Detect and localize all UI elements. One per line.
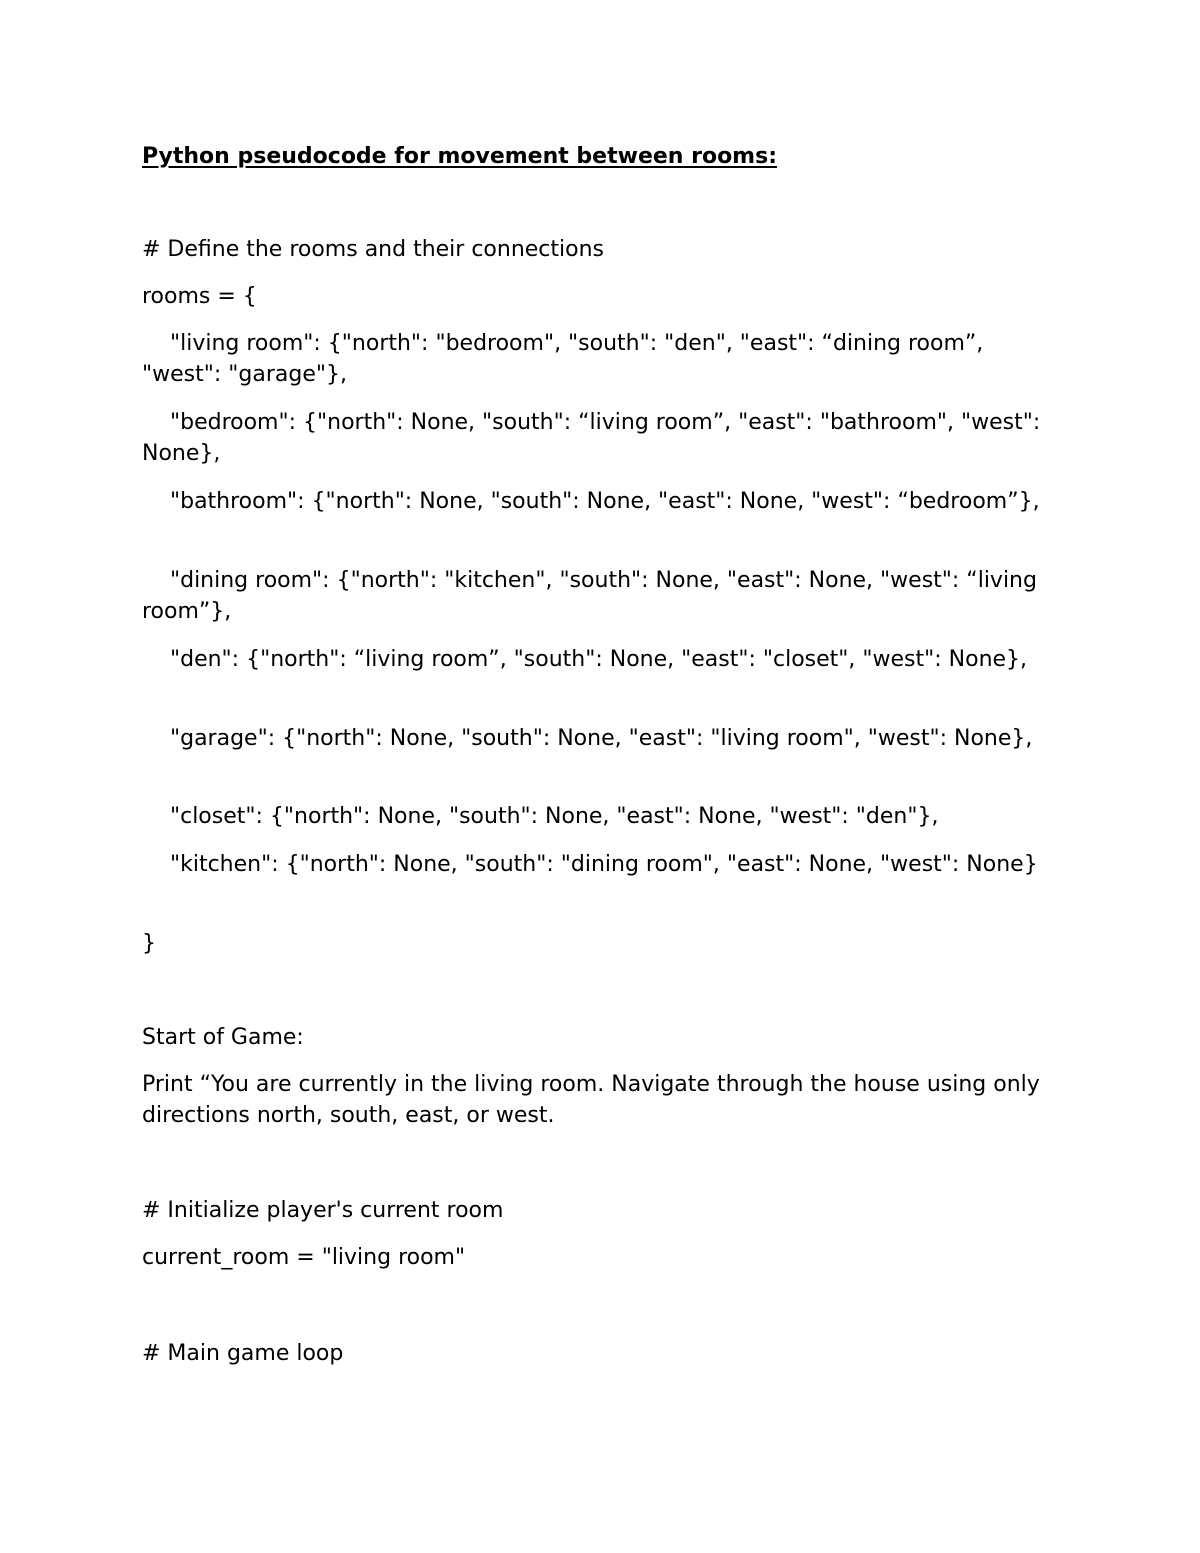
comment-initialize-room: # Initialize player's current room bbox=[142, 1198, 504, 1223]
room-entry-den: "den": {"north": “living room”, "south": None, "east": "closet", "west": None}, bbox=[142, 647, 1028, 672]
comment-main-loop: # Main game loop bbox=[142, 1341, 344, 1366]
start-print-statement: Print “You are currently in the living room. Navigate through the house using only directions north, south, east, or west. bbox=[142, 1072, 1047, 1128]
room-entry-closet: "closet": {"north": None, "south": None, "east": None, "west": "den"}, bbox=[142, 804, 939, 829]
rooms-dict-close: } bbox=[142, 931, 156, 956]
room-entry-garage: "garage": {"north": None, "south": None, "east": "living room", "west": None}, bbox=[142, 726, 1033, 751]
comment-define-rooms: # Define the rooms and their connections bbox=[142, 237, 605, 262]
current-room-assignment: current_room = "living room" bbox=[142, 1245, 466, 1270]
room-entry-kitchen: "kitchen": {"north": None, "south": "dining room", "east": None, "west": None} bbox=[142, 852, 1038, 877]
start-of-game-heading: Start of Game: bbox=[142, 1025, 304, 1050]
room-entry-living-room: "living room": {"north": "bedroom", "south": "den", "east": “dining room”, "west": "garage"}, bbox=[142, 331, 991, 387]
rooms-dict-open: rooms = { bbox=[142, 284, 257, 309]
room-entry-bathroom: "bathroom": {"north": None, "south": None, "east": None, "west": “bedroom”}, bbox=[142, 489, 1040, 514]
document-title: Python pseudocode for movement between rooms: bbox=[142, 144, 778, 169]
room-entry-bedroom: "bedroom": {"north": None, "south": “living room”, "east": "bathroom", "west": None}, bbox=[142, 410, 1048, 466]
room-entry-dining-room: "dining room": {"north": "kitchen", "south": None, "east": None, "west": “living room”}, bbox=[142, 568, 1044, 624]
